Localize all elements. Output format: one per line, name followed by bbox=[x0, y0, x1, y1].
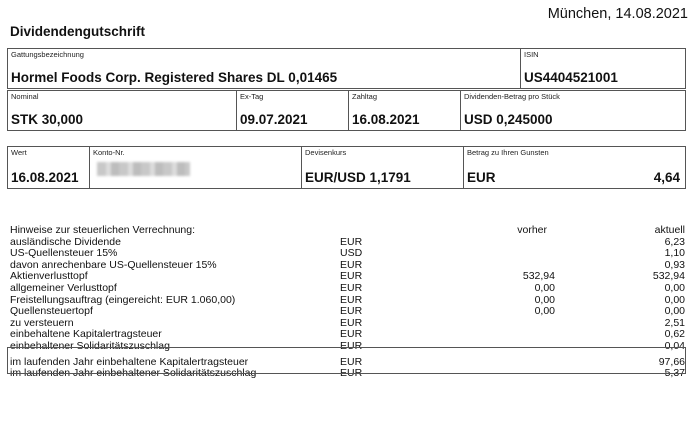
row-vorher: 0,00 bbox=[534, 281, 555, 294]
year-row-currency: EUR bbox=[340, 355, 363, 368]
table-row bbox=[10, 283, 685, 295]
row-label: allgemeiner Verlusttopf bbox=[10, 281, 117, 294]
row-currency: EUR bbox=[340, 281, 363, 294]
row-label: US-Quellensteuer 15% bbox=[10, 247, 118, 260]
row-aktuell: 532,94 bbox=[652, 270, 685, 283]
betrag-label: Betrag zu Ihren Gunsten bbox=[467, 148, 549, 157]
zahltag-cell bbox=[348, 91, 460, 130]
dividende-value: USD 0,245000 bbox=[464, 112, 553, 127]
row-vorher bbox=[461, 237, 555, 249]
konto-cell bbox=[89, 147, 301, 188]
year-row-currency: EUR bbox=[340, 367, 363, 380]
nominal-cell bbox=[8, 91, 236, 130]
gattung-cell bbox=[8, 49, 520, 88]
row-currency: EUR bbox=[340, 328, 363, 341]
tax-notes-heading: Hinweise zur steuerlichen Verrechnung: bbox=[10, 224, 196, 236]
row-currency: EUR bbox=[340, 270, 363, 283]
row-aktuell: 0,00 bbox=[664, 305, 685, 318]
zahltag-value: 16.08.2021 bbox=[352, 112, 420, 127]
wert-label: Wert bbox=[11, 148, 27, 157]
wert-value: 16.08.2021 bbox=[11, 170, 79, 185]
row-currency: EUR bbox=[340, 235, 363, 248]
konto-label: Konto-Nr. bbox=[93, 148, 125, 157]
row-currency: EUR bbox=[340, 316, 363, 329]
row-aktuell: 0,62 bbox=[664, 328, 685, 341]
row-currency: EUR bbox=[340, 339, 363, 352]
extag-value: 09.07.2021 bbox=[240, 112, 308, 127]
payment-box bbox=[7, 146, 686, 189]
row-currency: USD bbox=[340, 247, 363, 260]
dividende-label: Dividenden-Betrag pro Stück bbox=[464, 92, 560, 101]
betrag-cell bbox=[463, 147, 685, 188]
betrag-value: 4,64 bbox=[653, 170, 680, 185]
year-row-aktuell: 5,37 bbox=[664, 367, 685, 380]
row-label: davon anrechenbare US-Quellensteuer 15% bbox=[10, 258, 217, 271]
isin-cell bbox=[520, 49, 685, 88]
table-row bbox=[10, 306, 685, 318]
row-aktuell: 6,23 bbox=[664, 235, 685, 248]
row-aktuell: 0,00 bbox=[664, 281, 685, 294]
gattung-label: Gattungsbezeichnung bbox=[11, 50, 84, 59]
wert-cell bbox=[8, 147, 89, 188]
year-row-label: im laufenden Jahr einbehaltener Solidaritätszuschlag bbox=[10, 367, 257, 380]
gattung-value: Hormel Foods Corp. Registered Shares DL 0,01465 bbox=[11, 70, 338, 85]
place-date: München, 14.08.2021 bbox=[547, 6, 688, 22]
row-vorher bbox=[461, 248, 555, 260]
col-vorher-header: vorher bbox=[517, 224, 547, 236]
row-currency: EUR bbox=[340, 293, 363, 306]
year-row-aktuell: 97,66 bbox=[658, 355, 685, 368]
tax-notes-header-row bbox=[10, 225, 685, 237]
row-vorher: 0,00 bbox=[534, 293, 555, 306]
row-label: einbehaltene Kapitalertragsteuer bbox=[10, 328, 162, 341]
kurs-label: Devisenkurs bbox=[305, 148, 347, 157]
nominal-value: STK 30,000 bbox=[11, 112, 84, 127]
row-aktuell: 0,04 bbox=[664, 339, 685, 352]
row-currency: EUR bbox=[340, 305, 363, 318]
row-vorher bbox=[461, 329, 555, 341]
extag-cell bbox=[236, 91, 348, 130]
row-vorher bbox=[461, 318, 555, 330]
zahltag-label: Zahltag bbox=[352, 92, 378, 101]
betrag-currency: EUR bbox=[467, 170, 496, 185]
row-label: einbehaltener Solidaritätszuschlag bbox=[10, 339, 170, 352]
row-vorher: 532,94 bbox=[522, 270, 555, 283]
row-aktuell: 0,93 bbox=[664, 258, 685, 271]
row-currency: EUR bbox=[340, 258, 363, 271]
row-label: ausländische Dividende bbox=[10, 235, 121, 248]
row-label: Aktienverlusttopf bbox=[10, 270, 88, 283]
year-summary-frame bbox=[7, 347, 686, 374]
year-row-label: im laufenden Jahr einbehaltene Kapitalertragsteuer bbox=[10, 355, 249, 368]
row-aktuell: 0,00 bbox=[664, 293, 685, 306]
isin-label: ISIN bbox=[524, 50, 539, 59]
dividende-cell bbox=[460, 91, 685, 130]
nominal-label: Nominal bbox=[11, 92, 39, 101]
row-aktuell: 2,51 bbox=[664, 316, 685, 329]
extag-label: Ex-Tag bbox=[240, 92, 264, 101]
col-aktuell-header: aktuell bbox=[654, 224, 685, 236]
security-box bbox=[7, 48, 686, 89]
kurs-cell bbox=[301, 147, 463, 188]
document-title: Dividendengutschrift bbox=[10, 24, 146, 39]
row-label: zu versteuern bbox=[10, 316, 74, 329]
dividend-details-box bbox=[7, 90, 686, 131]
row-label: Quellensteuertopf bbox=[10, 305, 93, 318]
account-number-redacted bbox=[97, 162, 190, 176]
row-label: Freistellungsauftrag (eingereicht: EUR 1.060,00) bbox=[10, 293, 236, 306]
isin-value: US4404521001 bbox=[524, 70, 618, 85]
row-aktuell: 1,10 bbox=[664, 247, 685, 260]
kurs-value: EUR/USD 1,1791 bbox=[305, 170, 411, 185]
row-vorher: 0,00 bbox=[534, 305, 555, 318]
